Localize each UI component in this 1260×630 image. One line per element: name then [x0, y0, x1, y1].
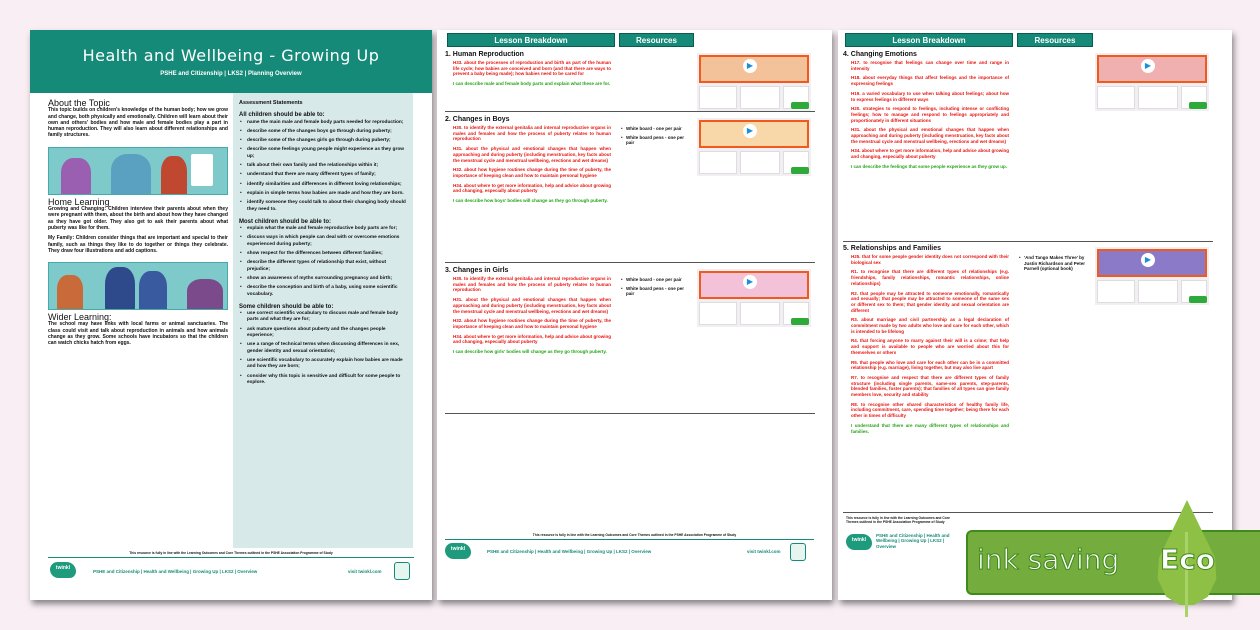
- twinkl-go-badge: [1189, 102, 1207, 109]
- children-illustration: [48, 262, 228, 310]
- objective: H20. strategies to respond to feelings, including intense or conflicting feelings; how to manage and respond to feelings appropriately and proportionately in different situations: [851, 106, 1009, 123]
- overview-header: [30, 30, 432, 93]
- objective: R7. to recognise and respect that there are different types of family structure (including single parents, same-sex parents, step-parents, blended families, foster parents); that families of all types can give family members love, security and stability: [851, 374, 1009, 398]
- learning-outcome: I can describe how boys' bodies will change as they go through puberty.: [453, 198, 608, 204]
- home-learning-text-1: Growing and Changing: Children interview their parents about when they were pregnant with them, about the birth and about how they have changed as they have got older. They also get to ask their parents about what puberty was like for them.: [48, 206, 228, 231]
- learning-outcome: I can describe the feelings that some people experience as they grow up.: [851, 163, 1008, 169]
- lesson-breakdown-header: Lesson Breakdown: [447, 33, 615, 47]
- learning-outcome: I can describe male and female body parts and explain what these are for.: [453, 81, 611, 87]
- lesson-section: [445, 114, 815, 263]
- objective: R1. to recognise that there are different types of relationships (e.g. friendships, family relationships, romantic relationships, online relationships): [851, 269, 1009, 286]
- all-children-heading: All children should be able to:: [239, 112, 325, 119]
- lesson-breakdown-page-1: [437, 30, 832, 600]
- lesson-section: [445, 265, 815, 414]
- learning-outcome: I understand that there are many different types of relationships and families.: [851, 422, 1009, 434]
- lesson-pack-thumbnail[interactable]: [697, 269, 811, 327]
- lesson-section: [445, 49, 815, 112]
- lesson-title: 3. Changes in Girls: [445, 267, 509, 274]
- objective: R2. that people may be attracted to someone emotionally, romantically and sexually; that people may be attracted to someone of the same sex or different sex to them; that gender identity and sexual orientation are different: [851, 290, 1009, 313]
- resources-list: [1019, 255, 1087, 275]
- objective: R8. to recognise other shared characteristics of healthy family life, including commitment, care, spending time together; being there for each other in times of difficulty: [851, 401, 1009, 419]
- lesson-title: 2. Changes in Boys: [445, 116, 510, 123]
- footer-divider: [445, 539, 814, 540]
- assessment-statement: • ask mature questions about puberty and the changes people experience;: [239, 327, 407, 340]
- play-icon[interactable]: ▶: [743, 275, 757, 289]
- objective: R4. that forcing anyone to marry against their will is a crime; that help and support is available to people who are worried about this for themselves or others: [851, 338, 1009, 355]
- twinkl-go-badge: [791, 167, 809, 174]
- some-children-heading: Some children should be able to:: [239, 303, 334, 310]
- classroom-illustration: [48, 147, 228, 195]
- objective: H17. to recognise that feelings can change over time and range in intensity: [851, 60, 1009, 71]
- curriculum-note: This resource is fully in line with the Learning Outcomes and Core Themes outlined in the PSHE Association Programme of Study: [532, 533, 737, 537]
- lesson-title: 1. Human Reproduction: [445, 51, 524, 58]
- footer-breadcrumb: PSHE and Citizenship | Health and Wellbeing | Growing Up | LKS2 | Overview: [93, 569, 258, 574]
- objective: H30. to identify the external genitalia and internal reproductive organs in males and females and how the process of puberty relates to human reproduction: [453, 276, 611, 293]
- lesson-objectives: [453, 276, 611, 355]
- resources-list: [621, 126, 689, 149]
- objective: H34. about where to get more information, help and advice about growing and changing, especially about puberty: [851, 148, 1009, 160]
- assessment-statement: • talk about their own family and the relationships within it;: [239, 163, 407, 169]
- wider-learning-heading: Wider Learning:: [48, 312, 112, 323]
- all-children-list: [239, 120, 407, 213]
- lesson-title: 4. Changing Emotions: [843, 51, 917, 58]
- curriculum-note: This resource is fully in line with the Learning Outcomes and Core Themes outlined in the PSHE Association Programme of Study: [129, 551, 333, 555]
- lesson-breakdown-page-2: [838, 30, 1232, 600]
- objective: H33. about the processes of reproduction and birth as part of the human life cycle; how babies are conceived and born (and that there are ways to prevent a baby being made); how babies need to be cared for: [453, 60, 611, 77]
- assessment-statement: • use correct scientific vocabulary to discuss male and female body parts and what they are for;: [239, 311, 407, 324]
- resources-header: Resources: [1017, 33, 1093, 47]
- pshe-association-badge: [790, 543, 806, 561]
- objective: H25. that for some people gender identity does not correspond with their biological sex: [851, 254, 1009, 265]
- assessment-statement: • describe some of the changes boys go through during puberty;: [239, 129, 407, 135]
- page-title: Health and Wellbeing - Growing Up: [82, 46, 380, 65]
- assessment-statement: • show respect for the differences between different families;: [239, 251, 407, 257]
- lesson-pack-thumbnail[interactable]: [697, 53, 811, 111]
- most-children-list: [239, 226, 407, 298]
- play-icon[interactable]: ▶: [1141, 253, 1155, 267]
- objective: H34. about where to get more information, help and advice about growing and changing, especially about puberty: [453, 182, 611, 194]
- objective: R5. that people who love and care for each other can be in a committed relationship (e.g. marriage), living together, but may also live apart: [851, 359, 1009, 371]
- objective: H31. about the physical and emotional changes that happen when approaching and during puberty (including menstruation, key facts about the menstrual cycle and menstrual wellbeing, erections and wet dreams): [453, 146, 611, 163]
- resource-item: • White board pens - one per pair: [621, 135, 689, 146]
- footer-divider: [48, 557, 414, 558]
- home-learning-text-2: My Family: Children consider things that are important and special to their family, such as things they like to do together or things they celebrate. They draw four illustrations and add captions.: [48, 235, 228, 254]
- objective: H34. about where to get more information, help and advice about growing and changing, especially about puberty: [453, 333, 611, 345]
- objective: H31. about the physical and emotional changes that happen when approaching and during puberty (including menstruation, key facts about the menstrual cycle and menstrual wellbeing, erections and wet dreams): [453, 297, 611, 314]
- pshe-association-badge: [394, 562, 410, 580]
- assessment-statement: • identify someone they could talk to about their changing body should they need to.: [239, 200, 407, 213]
- lesson-title: 5. Relationships and Families: [843, 245, 942, 252]
- lesson-objectives: [851, 60, 1009, 170]
- learning-outcome: I can describe how girls' bodies will change as they go through puberty.: [453, 349, 607, 355]
- ink-saving-label: ink saving: [977, 543, 1120, 576]
- footer-breadcrumb: PSHE and Citizenship | Health and Wellbeing | Growing Up | LKS2 | Overview: [487, 549, 652, 554]
- objective: H31. about the physical and emotional changes that happen when approaching and during puberty (including menstruation, key facts about the menstrual cycle and menstrual wellbeing, erections and wet dreams): [851, 127, 1009, 144]
- curriculum-note: This resource is fully in line with the Learning Outcomes and Core Themes outlined in the PSHE Association Programme of Study: [846, 516, 950, 525]
- twinkl-go-badge: [791, 102, 809, 109]
- lesson-section: [843, 49, 1213, 242]
- resource-item: • White board pens - one per pair: [621, 286, 689, 297]
- lesson-pack-thumbnail[interactable]: [697, 118, 811, 176]
- resources-list: [621, 277, 689, 300]
- assessment-statement: • explain in simple terms how babies are made and how they are born.: [239, 191, 407, 197]
- assessment-statement: • identify similarities and differences in different loving relationships;: [239, 182, 407, 188]
- wider-learning-text: The school may have links with local farms or animal sanctuaries. The class could visit and talk about reproduction in animals and how animals change as they grow. Some schools have incubators so that the children can watch chicks hatch from eggs.: [48, 321, 228, 347]
- about-text: This topic builds on children's knowledge of the human body; how we grow and change, both physically and emotionally. Children will learn about their own and others' bodies and how male and female bodies play a part in human reproduction. They will also learn about different relationships and family structures.: [48, 107, 228, 139]
- objective: H19. a varied vocabulary to use when talking about feelings; about how to express feelings in different ways: [851, 90, 1009, 102]
- footer-site-link[interactable]: visit twinkl.com: [747, 549, 781, 554]
- overview-left-column: [48, 98, 228, 351]
- lesson-objectives: [453, 125, 611, 204]
- footer-breadcrumb: PSHE and Citizenship | Health and Wellbeing | Growing Up | LKS2 | Overview: [876, 533, 950, 549]
- page-subtitle: PSHE and Citizenship | LKS2 | Planning Overview: [160, 71, 302, 77]
- resource-item: • White board - one per pair: [621, 277, 689, 283]
- objective: H32. about how hygiene routines change during the time of puberty, the importance of keeping clean and how to maintain personal hygiene: [453, 167, 611, 178]
- assessment-statement: • describe the conception and birth of a baby, using some scientific vocabulary.: [239, 285, 407, 298]
- assessment-statement: • show an awareness of myths surrounding pregnancy and birth;: [239, 276, 407, 282]
- lesson-pack-thumbnail[interactable]: [1095, 53, 1209, 111]
- assessment-statement: • describe the different types of relationship that exist, without prejudice;: [239, 260, 407, 273]
- assessment-statement: • describe some feelings young people might experience as they grow up;: [239, 147, 407, 160]
- assessment-statement: • explain what the male and female reproductive body parts are for;: [239, 226, 407, 232]
- twinkl-life-logo: twinkl LIFE: [846, 534, 872, 550]
- twinkl-go-badge: [1189, 296, 1207, 303]
- twinkl-life-logo: twinkl LIFE: [445, 543, 471, 559]
- about-heading: About the Topic: [48, 98, 110, 108]
- assessment-heading: Assessment Statements: [239, 100, 303, 106]
- twinkl-life-logo: twinkl LIFE: [50, 562, 76, 578]
- objective: H32. about how hygiene routines change during the time of puberty, the importance of keeping clean and how to maintain personal hygiene: [453, 318, 611, 329]
- lesson-pack-thumbnail[interactable]: [1095, 247, 1209, 305]
- lesson-section: [843, 243, 1213, 513]
- lesson-objectives: [453, 60, 611, 87]
- objective: H18. about everyday things that affect feelings and the importance of expressing feelings: [851, 75, 1009, 87]
- overview-page: [30, 30, 432, 600]
- resource-item: • 'And Tango Makes Three' by Justin Richardson and Peter Parnell (optional book): [1019, 255, 1087, 272]
- resources-header: Resources: [619, 33, 694, 47]
- assessment-statement: • consider why this topic is sensitive and difficult for some people to explore.: [239, 374, 407, 387]
- twinkl-go-badge: [791, 318, 809, 325]
- assessment-statement: • describe some of the changes girls go through during puberty;: [239, 138, 407, 144]
- lesson-breakdown-header: Lesson Breakdown: [845, 33, 1013, 47]
- eco-label: Eco: [1160, 543, 1215, 576]
- assessment-statement: • understand that there are many different types of family;: [239, 172, 407, 178]
- most-children-heading: Most children should be able to:: [239, 218, 332, 225]
- play-icon[interactable]: ▶: [743, 59, 757, 73]
- objective: R3. about marriage and civil partnership as a legal declaration of commitment made by two adults who love and care for each other, which is intended to be lifelong: [851, 317, 1009, 334]
- footer-site-link[interactable]: visit twinkl.com: [348, 569, 382, 574]
- assessment-statement: • use a range of technical terms when discussing differences in sex, gender identity and sexual orientation;: [239, 342, 407, 355]
- assessment-statement: • discuss ways in which people can deal with or overcome emotions experienced during puberty;: [239, 235, 407, 248]
- play-icon[interactable]: ▶: [1141, 59, 1155, 73]
- some-children-list: [239, 311, 407, 386]
- play-icon[interactable]: ▶: [743, 124, 757, 138]
- lesson-objectives: [851, 254, 1009, 434]
- objective: H30. to identify the external genitalia and internal reproductive organs in males and females and how the process of puberty relates to human reproduction: [453, 125, 611, 142]
- assessment-statement: • name the main male and female body parts needed for reproduction;: [239, 120, 407, 126]
- home-learning-heading: Home Learning: [48, 196, 110, 207]
- assessment-panel: [233, 93, 413, 548]
- assessment-statement: • use scientific vocabulary to accurately explain how babies are made and how they are born;: [239, 358, 407, 371]
- resource-item: • White board - one per pair: [621, 126, 689, 132]
